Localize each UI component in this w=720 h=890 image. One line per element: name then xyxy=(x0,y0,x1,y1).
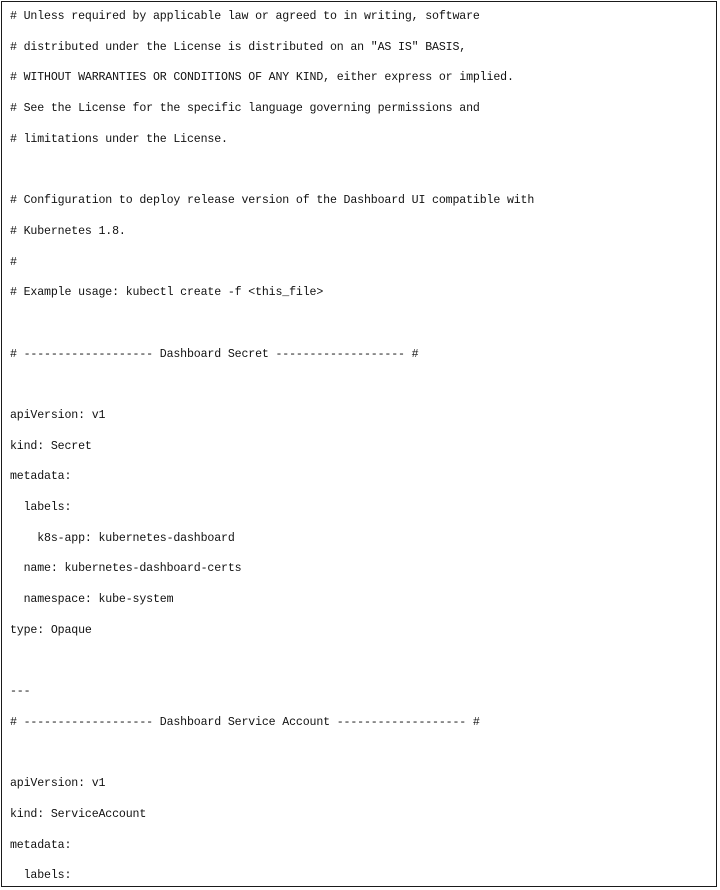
code-line: apiVersion: v1 xyxy=(10,408,106,422)
code-line: --- xyxy=(10,685,31,699)
code-line: labels: xyxy=(10,869,72,883)
code-line: labels: xyxy=(10,501,72,514)
code-line: kind: Secret xyxy=(10,439,92,453)
code-line: # WITHOUT WARRANTIES OR CONDITIONS OF ANY KIND, either express or implied. xyxy=(10,71,514,85)
code-line: type: Opaque xyxy=(10,623,92,637)
code-line: metadata: xyxy=(10,838,72,852)
code-line: # xyxy=(10,255,17,269)
code-block xyxy=(10,7,712,887)
code-line: apiVersion: v1 xyxy=(10,777,106,791)
code-line: # Example usage: kubectl create -f <this_file> xyxy=(10,286,324,300)
code-document xyxy=(1,1,717,887)
code-line xyxy=(10,314,712,345)
code-line xyxy=(10,160,712,191)
code-line: k8s-app: kubernetes-dashboard xyxy=(10,531,235,545)
code-line: # Kubernetes 1.8. xyxy=(10,224,126,238)
code-line: # Configuration to deploy release version of the Dashboard UI compatible with xyxy=(10,194,535,208)
code-line: # limitations under the License. xyxy=(10,132,228,146)
code-line: # See the License for the specific language governing permissions and xyxy=(10,102,480,116)
code-line: namespace: kube-system xyxy=(10,593,174,607)
code-line: kind: ServiceAccount xyxy=(10,807,147,821)
code-line xyxy=(10,651,712,682)
code-line: name: kubernetes-dashboard-certs xyxy=(10,562,242,576)
code-line: # ------------------- Dashboard Service Account ------------------- # xyxy=(10,715,480,729)
code-line xyxy=(10,375,712,406)
code-line: # ------------------- Dashboard Secret ------------------- # xyxy=(10,347,419,361)
code-line: metadata: xyxy=(10,470,72,484)
code-line xyxy=(10,744,712,775)
code-line: # distributed under the License is distributed on an "AS IS" BASIS, xyxy=(10,40,467,54)
code-line: # Unless required by applicable law or agreed to in writing, software xyxy=(10,10,480,23)
